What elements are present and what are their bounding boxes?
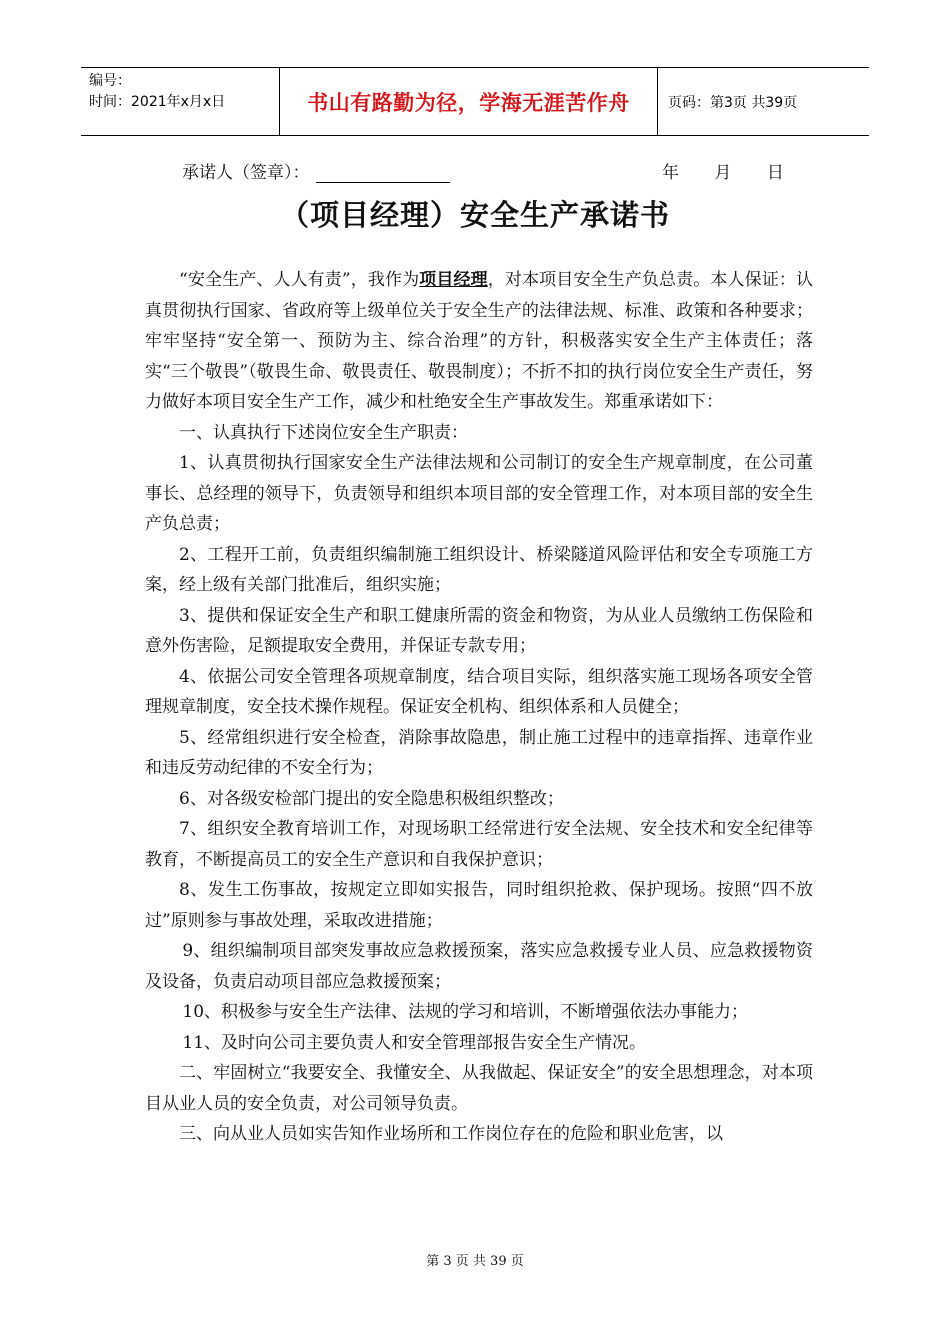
duty-item-11: 11、及时向公司主要负责人和安全管理部报告安全生产情况。 [182,1032,647,1053]
page-footer: 第 3 页 共 39 页 [426,1254,524,1269]
duty-item-10: 10、积极参与安全生产法律、法规的学习和培训，不断增强依法办事能力； [182,1002,749,1022]
header-meta [81,68,280,135]
intro-emphasis: 项目经理 [419,270,488,290]
header-page-code: 页码：第3页 共39页 [668,94,798,111]
duty-item-4: 4、依据公司安全管理各项规章制度，结合项目实际，组织落实施工现场各项安全管理规章制度，安全技术操作规程。保证安全机构、组织体系和人员健全； [145,666,813,717]
section-2: 二、牢固树立“我要安全、我懂安全、从我做起、保证安全”的安全思想理念，对本项目从业人员的安全负责，对公司领导负责。 [145,1063,813,1114]
duty-item-3: 3、提供和保证安全生产和职工健康所需的资金和物资，为从业人员缴纳工伤保险和意外伤害险，足额提取安全费用，并保证专款专用； [145,605,813,656]
time-label: 时间：2021年x月x日 [89,94,226,110]
section-1-heading: 一、认真执行下述岗位安全生产职责： [179,422,468,443]
intro-pre: “安全生产、人人有责”，我作为 [179,270,420,290]
intro-paragraph [145,265,813,418]
date-year: 年 [662,163,679,183]
pledger-label: 承诺人（签章）： [182,163,310,183]
duty-item-1: 1、认真贯彻执行国家安全生产法律法规和公司制订的安全生产规章制度，在公司董事长、总经理的领导下，负责领导和组织本项目部的安全管理工作，对本项目部的安全生产负总责； [145,453,813,534]
pledger-signature [182,158,450,183]
header-motto: 书山有路勤为径，学海无涯苦作舟 [280,68,658,135]
duty-item-9: 9、组织编制项目部突发事故应急救援预案，落实应急救援专业人员、应急救援物资及设备，负责启动项目部应急救援预案； [145,941,813,992]
duty-item-5: 5、经常组织进行安全检查，消除事故隐患，制止施工过程中的违章指挥、违章作业和违反劳动纪律的不安全行为； [145,727,813,778]
document-body [145,265,813,1150]
signature-line [316,164,450,183]
intro-post: ，对本项目安全生产负总责。本人保证：认真贯彻执行国家、省政府等上级单位关于安全生产的法律法规、标准、政策和各种要求；牢牢坚持“安全第一、预防为主、综合治理”的方针，积极落实安全生产主体责任；落实“三个敬畏”（敬畏生命、敬畏责任、敬畏制度）；不折不扣的执行岗位安全生产责任，努力做好本项目安全生产工作，减少和杜绝安全生产事故发生。郑重承诺如下： [145,270,813,412]
date-day: 日 [766,163,784,183]
date-month: 月 [714,163,732,183]
duty-item-2: 2、工程开工前，负责组织编制施工组织设计、桥梁隧道风险评估和安全专项施工方案，经上级有关部门批准后，组织实施； [145,544,813,595]
header-table [81,67,869,136]
duty-item-8: 8、发生工伤事故，按规定立即如实报告，同时组织抢救、保护现场。按照“四不放过”原则参与事故处理，采取改进措施； [145,880,813,931]
document-title: （项目经理）安全生产承诺书 [279,198,670,232]
duty-item-6: 6、对各级安检部门提出的安全隐患积极组织整改； [179,788,564,809]
section-3: 三、向从业人员如实告知作业场所和工作岗位存在的危险和职业危害，以 [179,1124,723,1144]
serial-number-label: 编号： [89,73,131,89]
signature-date [662,158,814,183]
duty-item-7: 7、组织安全教育培训工作，对现场职工经常进行安全法规、安全技术和安全纪律等教育，不断提高员工的安全生产意识和自我保护意识； [145,819,813,870]
